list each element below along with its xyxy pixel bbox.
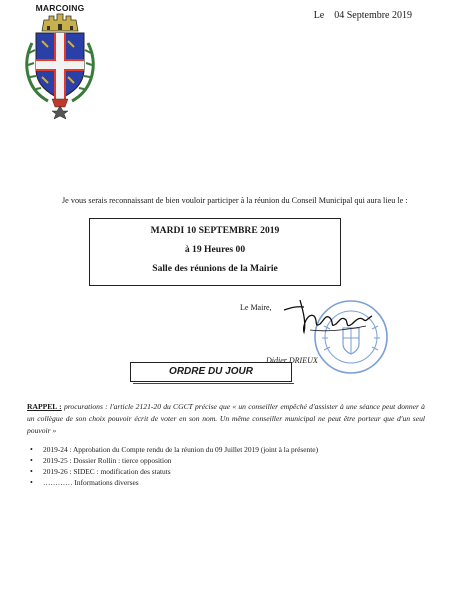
agenda-item: • 2019-24 : Approbation du Compte rendu de la réunion du 09 Juillet 2019 (joint à la présente) [30,444,430,455]
town-crest [20,3,100,123]
letter-date [314,10,412,21]
agenda-item: • 2019-26 : SIDEC : modification des statuts [30,466,430,477]
meeting-date: MARDI 10 SEPTEMBRE 2019 [150,225,280,236]
meeting-time: à 19 Heures 00 [184,244,246,255]
coat-of-arms-icon [20,3,100,123]
agenda-title: ORDRE DU JOUR [130,362,292,382]
intro-paragraph: Je vous serais reconnaissant de bien vouloir participer à la réunion du Conseil Municipal qui aura lieu le : [62,196,408,205]
agenda-item: • ………… Informations diverses [30,477,430,488]
signer-role: Le Maire, [240,303,272,312]
rappel-label: RAPPEL : [27,402,62,411]
date-prefix: Le [313,10,325,21]
date-value: 04 Septembre 2019 [334,10,412,21]
meeting-box [89,218,341,286]
meeting-place: Salle des réunions de la Mairie [152,263,278,274]
rappel-text: procurations : l'article 2121-20 du CGCT précise que « un conseiller empêché d'assister à une séance peut donner à un collègue de son choix pouvoir écrit de voter en son nom. Un même conseiller municipal ne peut être porteur que d'un seul pouvoir » [27,402,425,435]
mayor-signature-icon [280,290,380,340]
agenda-item: • 2019-25 : Dossier Rollin : tierce opposition [30,455,430,466]
signer-name: Didier DRIEUX [266,356,318,365]
crest-town-name: MARCOING [35,3,85,13]
rappel-paragraph [27,401,425,437]
agenda-list [30,444,430,488]
